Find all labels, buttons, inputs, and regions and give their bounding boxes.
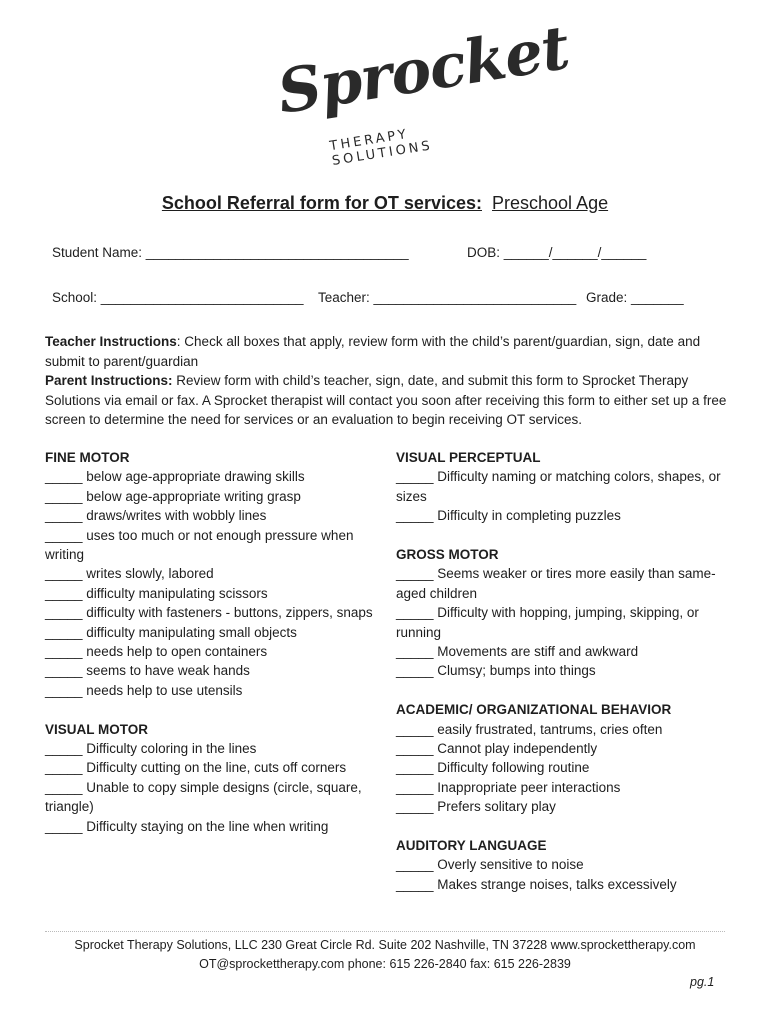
form-title [0,193,770,214]
logo-wordmark: Sprocket [273,13,574,128]
checklist-item[interactable]: _____ Clumsy; bumps into things [396,663,596,679]
section-heading-visual-perceptual: VISUAL PERCEPTUAL [396,450,541,465]
dob-field[interactable]: DOB: ______/______/______ [467,245,647,260]
checklist-item[interactable]: _____ Seems weaker or tires more easily than same-aged children [396,566,716,601]
parent-instructions-label: Parent Instructions: [45,373,173,388]
checklist-item[interactable]: _____ Difficulty cutting on the line, cuts off corners [45,760,347,776]
checklist-item[interactable]: _____ Difficulty naming or matching colors, shapes, or sizes [396,469,721,504]
checklist-item[interactable]: _____ Prefers solitary play [396,799,556,815]
section-heading-gross-motor: GROSS MOTOR [396,547,499,563]
checklist-item[interactable]: _____ Inappropriate peer interactions [396,779,621,795]
section-heading-auditory-language: AUDITORY LANGUAGE [396,838,547,854]
student-name-field[interactable]: Student Name: ___________________________________ [52,245,409,260]
grade-field[interactable]: Grade: _______ [586,290,684,305]
form-title-sub: Preschool Age [492,193,609,213]
section-heading-visual-motor: VISUAL MOTOR [45,721,149,737]
checklist-item[interactable]: _____ Movements are stiff and awkward [396,644,639,660]
school-field[interactable]: School: ___________________________ [52,290,304,305]
checklist-item[interactable]: _____ difficulty with fasteners - buttons, zippers, snaps [45,605,373,621]
checklist-item[interactable]: _____ difficulty manipulating small objects [45,624,297,640]
right-column [396,448,726,894]
footer-divider [45,931,725,932]
left-column [45,448,380,836]
checklist-item[interactable]: _____ below age-appropriate drawing skills [45,469,305,485]
checklist-item[interactable]: _____ uses too much or not enough pressure when writing [45,527,354,563]
checklist-item[interactable]: _____ Difficulty staying on the line when writing [45,818,329,834]
teacher-instructions [45,332,735,371]
checklist-item[interactable]: _____ Difficulty with hopping, jumping, skipping, or running [396,605,699,640]
checklist-item[interactable]: _____ writes slowly, labored [45,566,214,582]
checklist-item[interactable]: _____ Cannot play independently [396,741,598,757]
form-title-main: School Referral form for OT services: [161,193,482,213]
checklist-item[interactable]: _____ Difficulty coloring in the lines [45,741,257,757]
checklist-item[interactable]: _____ Difficulty in completing puzzles [396,508,621,524]
checklist-item[interactable]: _____ difficulty manipulating scissors [45,585,268,601]
checklist-item[interactable]: _____ easily frustrated, tantrums, cries often [396,721,663,737]
checklist-item[interactable]: _____ needs help to use utensils [45,682,243,698]
checklist-item[interactable]: _____ Difficulty following routine [396,760,590,776]
logo-tagline: THERAPY SOLUTIONS [328,126,434,169]
teacher-instructions-label: Teacher Instructions [45,334,177,349]
checklist-item[interactable]: _____ needs help to open containers [45,644,268,660]
footer-address-line: Sprocket Therapy Solutions, LLC 230 Great Circle Rd. Suite 202 Nashville, TN 37228 www.sprockettherapy.com [74,938,696,952]
checklist-item[interactable]: _____ draws/writes with wobbly lines [45,508,267,524]
sprocket-logo [273,13,574,180]
checklist-item[interactable]: _____ Makes strange noises, talks excessively [396,876,677,892]
footer-contact-line: OT@sprockettherapy.com phone: 615 226-2840 fax: 615 226-2839 [199,957,571,971]
checklist-item[interactable]: _____ seems to have weak hands [45,663,250,679]
parent-instructions [45,371,735,430]
page-number: pg.1 [690,975,715,989]
teacher-instructions-text: : Check all boxes that apply, review form with the child’s parent/guardian, sign, date and submit to parent/guardian [45,334,701,369]
checklist-item[interactable]: _____ Overly sensitive to noise [396,857,584,873]
checklist-item[interactable]: _____ Unable to copy simple designs (circle, square, triangle) [45,779,362,815]
teacher-field[interactable]: Teacher: ___________________________ [318,290,577,305]
checklist-item[interactable]: _____ below age-appropriate writing grasp [45,488,301,504]
section-heading-academic-behavior: ACADEMIC/ ORGANIZATIONAL BEHAVIOR [396,702,672,718]
parent-instructions-text: Review form with child’s teacher, sign, date, and submit this form to Sprocket Therapy Solutions via email or fax. A Sprocket therapist will contact you soon after receiving this form to either set up a free screen to determine the need for services or an evaluation to begin receiving OT services. [45,373,727,427]
section-heading-fine-motor: FINE MOTOR [45,450,130,465]
